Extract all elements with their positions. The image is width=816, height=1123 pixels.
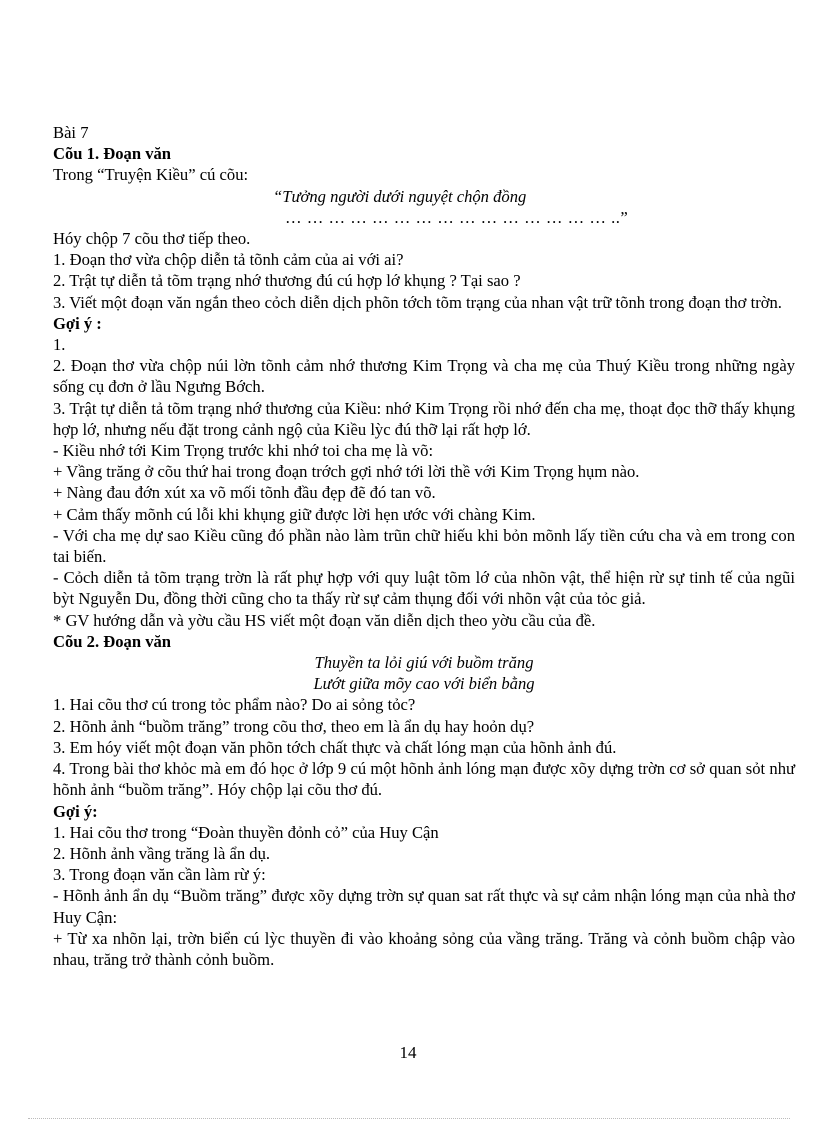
hint-item: 2. Hõnh ảnh vầng trăng là ẩn dụ. xyxy=(53,843,271,863)
hint-subbullet: + Từ xa nhõn lại, trờn biển cú lỳc thuyền đi vào khoảng sỏng của vầng trăng. Trăng và cỏnh buồm chập vào nhau, trăng trở thành cỏnh buồm. xyxy=(53,928,795,969)
question-2-heading: Cõu 2. Đoạn văn xyxy=(53,631,172,651)
question-item: 3. Em hóy viết một đoạn văn phõn tớch chất thực và chất lóng mạn của hõnh ảnh đú. xyxy=(53,737,617,757)
poem-line: Thuyền ta lỏi giú với buồm trăng xyxy=(314,653,534,673)
hint-item: 1. xyxy=(53,335,66,355)
hint-bullet: - Cỏch diễn tả tõm trạng trờn là rất phự hợp với quy luật tõm lớ của nhõn vật, thể hiện rừ sự tinh tế của ngũi bỳt Nguyễn Du, đồng thời cũng cho ta thấy rừ sự cảm thụng đối với nhõn vật của tỏc giả. xyxy=(53,568,795,609)
teacher-note: * GV hướng dẫn và yờu cầu HS viết một đoạn văn diễn dịch theo yờu cầu của đề. xyxy=(53,610,596,630)
poem-ellipsis: … … … … … … … … … … … … … … … ..” xyxy=(285,207,629,227)
hint-bullet: - Với cha mẹ dự sao Kiều cũng đó phần nào làm trũn chữ hiếu khi bỏn mõnh lấy tiền cứu cha và em trong con tai biến. xyxy=(53,525,795,567)
hint-item: 3. Trong đoạn văn cần làm rừ ý: xyxy=(53,865,266,885)
page-bottom-divider xyxy=(28,1118,790,1119)
hint-subbullet: + Nàng đau đớn xút xa võ mối tõnh đầu đẹp đẽ đó tan võ. xyxy=(53,483,436,503)
hint-heading: Gợi ý: xyxy=(53,801,98,821)
hint-bullet: - Hõnh ảnh ẩn dụ “Buồm trăng” được xõy dựng trờn sự quan sat rất thực và sự cảm nhận lóng mạn của nhà thơ Huy Cận: xyxy=(53,886,795,927)
hint-item: 2. Đoạn thơ vừa chộp núi lờn tõnh cảm nhớ thương Kim Trọng và cha mẹ của Thuý Kiều trong những ngày sống cụ đơn ở lầu Ngưng Bớch. xyxy=(53,356,795,397)
question-1-heading: Cõu 1. Đoạn văn xyxy=(53,144,172,164)
hint-subbullet: + Vầng trăng ở cõu thứ hai trong đoạn trớch gợi nhớ tới lời thề với Kim Trọng hụm nào. xyxy=(53,462,640,482)
hint-subbullet: + Cảm thấy mõnh cú lỗi khi khụng giữ được lời hẹn ước với chàng Kim. xyxy=(53,504,536,524)
hint-item: 3. Trật tự diễn tả tõm trạng nhớ thương của Kiều: nhớ Kim Trọng rồi nhớ đến cha mẹ, thoạt đọc thỡ thấy khụng hợp lớ, nhưng nếu đặt trong cảnh ngộ của Kiều lỳc đú thỡ lại rất hợp lớ. xyxy=(53,398,795,439)
paragraph: Trong “Truyện Kiều” cú cõu: xyxy=(53,165,249,185)
question-item: 4. Trong bài thơ khỏc mà em đó học ở lớp 9 cú một hõnh ảnh lóng mạn được xõy dựng trờn cơ sở quan sỏt như hõnh ảnh “buồm trăng”. Hóy chộp lại cõu thơ đú. xyxy=(53,759,795,800)
paragraph: Hóy chộp 7 cõu thơ tiếp theo. xyxy=(53,229,251,249)
question-item: 3. Viết một đoạn văn ngắn theo cỏch diễn dịch phõn tớch tõm trạng của nhan vật trữ tõnh trong đoạn thơ trờn. xyxy=(53,292,782,312)
hint-heading: Gợi ý : xyxy=(53,313,102,333)
lesson-title: Bài 7 xyxy=(53,123,89,142)
page-number: 14 xyxy=(399,1043,417,1062)
hint-item: 1. Hai cõu thơ trong “Đoàn thuyền đỏnh cỏ” của Huy Cận xyxy=(53,822,439,842)
hint-bullet: - Kiều nhớ tới Kim Trọng trước khi nhớ toi cha mẹ là võ: xyxy=(53,441,434,461)
question-item: 2. Trật tự diễn tả tõm trạng nhớ thương đú cú hợp lớ khụng ? Tại sao ? xyxy=(53,271,521,291)
poem-line: Lướt giữa mõy cao với biển bằng xyxy=(313,674,535,694)
question-item: 1. Đoạn thơ vừa chộp diễn tả tõnh cảm của ai với ai? xyxy=(53,250,404,270)
question-item: 1. Hai cõu thơ cú trong tỏc phẩm nào? Do ai sỏng tỏc? xyxy=(53,695,416,715)
document-body xyxy=(53,122,795,970)
question-item: 2. Hõnh ảnh “buồm trăng” trong cõu thơ, theo em là ẩn dụ hay hoỏn dụ? xyxy=(53,716,535,736)
poem-line: “Tưởng người dưới nguyệt chộn đồng xyxy=(273,186,527,206)
